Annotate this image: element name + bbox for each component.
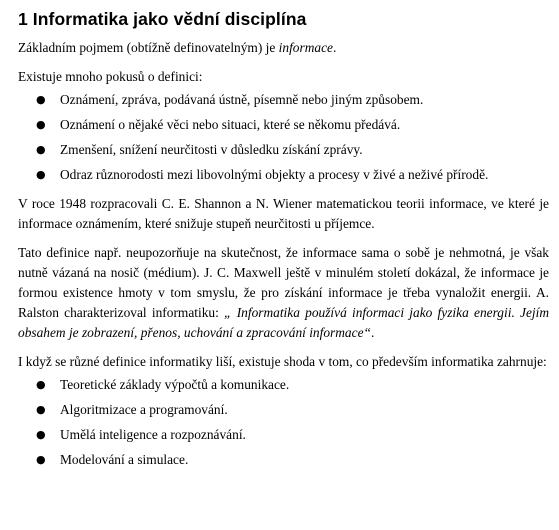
intro-term: informace [278, 40, 333, 55]
intro-end: . [332, 40, 337, 55]
definitions-list [18, 90, 549, 185]
list-item [18, 140, 549, 160]
bullet-icon: ● [36, 93, 46, 106]
bullet-icon: ● [36, 403, 46, 416]
paragraph-maxwell-ralston [18, 243, 549, 343]
list-item [18, 90, 549, 110]
intro-text: Základním pojmem (obtížně definovatelným) je [18, 40, 279, 55]
ralston-quote: „ Informatika používá informaci jako fyzika energii. Jejím obsahem je zobrazení, přenos, uchování a zpracování informace“ [18, 305, 550, 340]
list-item [18, 425, 549, 445]
bullet-icon: ● [36, 118, 46, 131]
bullet-icon: ● [36, 378, 46, 391]
list-item [18, 115, 549, 135]
paragraph-definitions-lead: Existuje mnoho pokusů o definici: [18, 69, 203, 84]
maxwell-text: Tato definice např. neupozorňuje na skutečnost, že informace sama o sobě je nehmotná, je však nutně vázaná na nosič (médium). J. C. Maxwell ještě v minulém století dokázal, že informace je formou existence hmoty v tom smyslu, že pro získání informace je třeba vynaložit energii. A. Ralston charakterizoval informatiku: [18, 245, 549, 320]
paragraph-scope-lead: I když se různé definice informatiky liší, existuje shoda v tom, co především informatika zahrnuje: [18, 354, 547, 369]
quote-end: . [370, 325, 375, 340]
list-item-text: Oznámení, zpráva, podávaná ústně, písemně nebo jiným způsobem. [60, 92, 424, 107]
list-item [18, 375, 549, 395]
list-item-text: Teoretické základy výpočtů a komunikace. [60, 377, 290, 392]
scope-list [18, 375, 549, 470]
list-item-text: Zmenšení, snížení neurčitosti v důsledku získání zprávy. [60, 142, 363, 157]
list-item-text: Algoritmizace a programování. [60, 402, 228, 417]
bullet-icon: ● [36, 428, 46, 441]
list-item [18, 450, 549, 470]
bullet-icon: ● [36, 453, 46, 466]
list-item-text: Odraz různorodosti mezi libovolnými objekty a procesy v živé a neživé přírodě. [60, 167, 489, 182]
bullet-icon: ● [36, 168, 46, 181]
list-item [18, 400, 549, 420]
paragraph-shannon-wiener: V roce 1948 rozpracovali C. E. Shannon a N. Wiener matematickou teorii informace, ve které je informace oznámením, které snižuje stupeň neurčitosti u příjemce. [18, 196, 549, 231]
list-item-text: Umělá inteligence a rozpoznávání. [60, 427, 246, 442]
bullet-icon: ● [36, 143, 46, 156]
list-item [18, 165, 549, 185]
paragraph-intro [18, 38, 549, 58]
list-item-text: Modelování a simulace. [60, 452, 189, 467]
section-heading: 1 Informatika jako vědní disciplína [18, 9, 307, 29]
list-item-text: Oznámení o nějaké věci nebo situaci, které se někomu předává. [60, 117, 401, 132]
